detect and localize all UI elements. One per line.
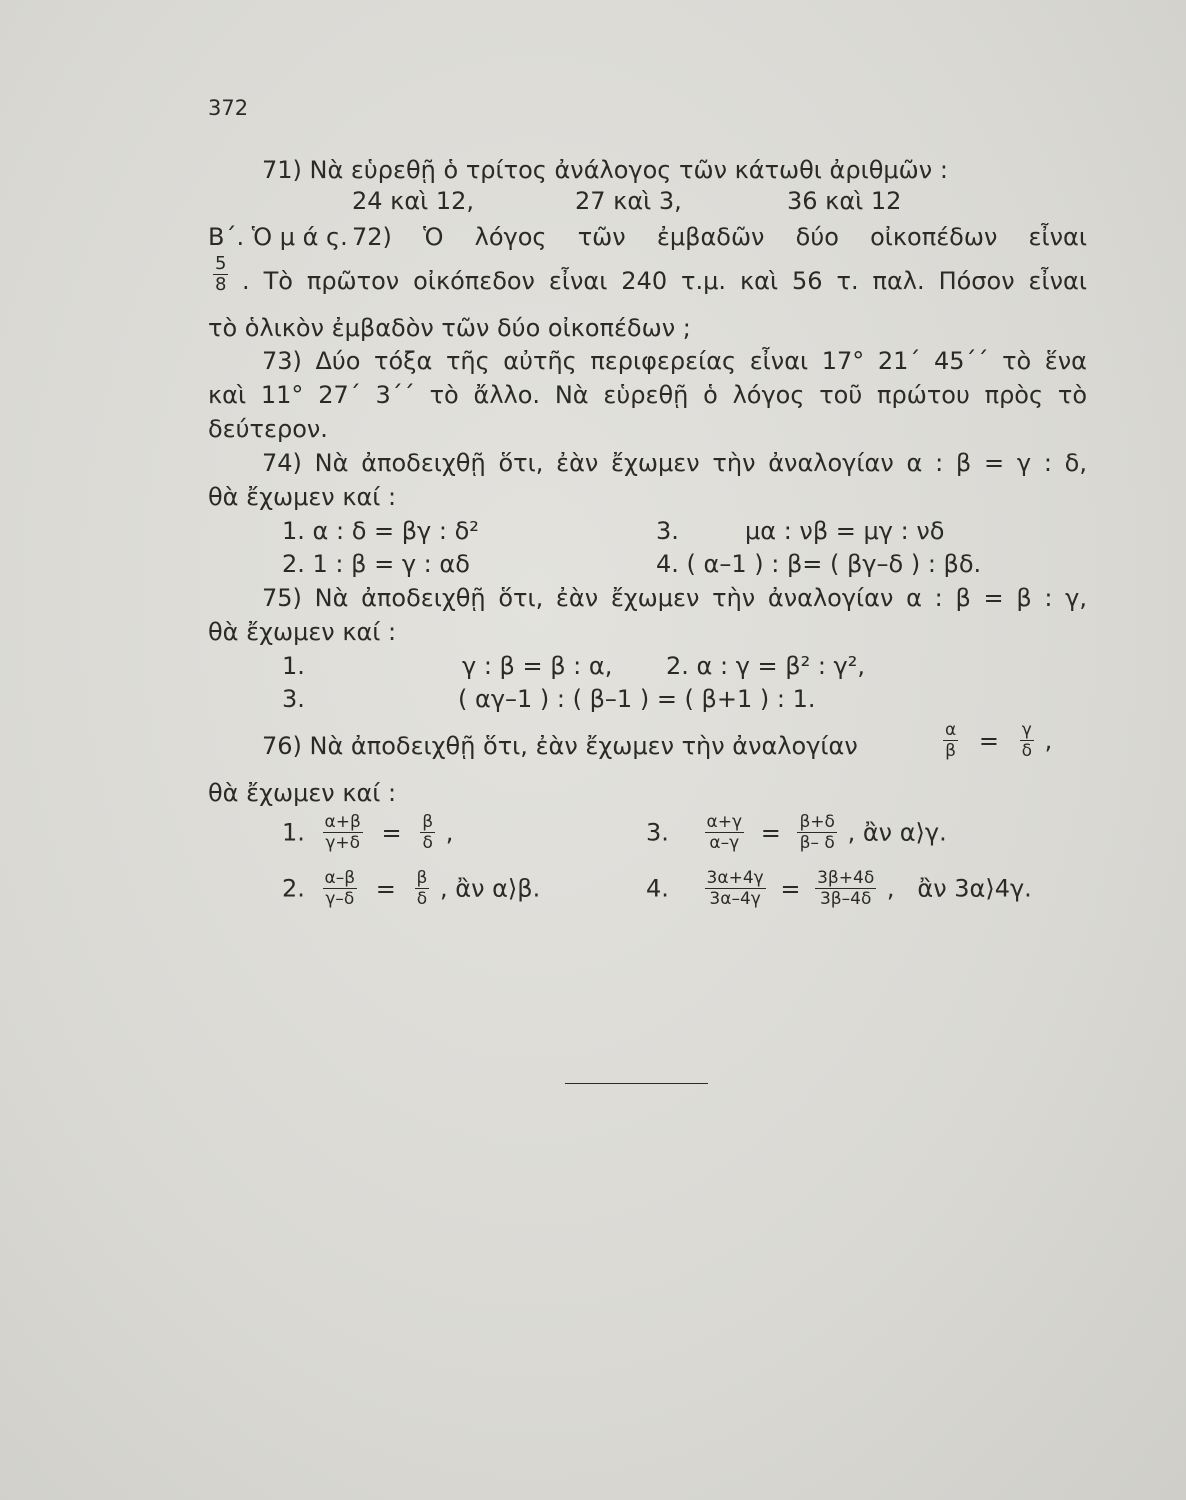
hyp-denominator-2: δ <box>1021 741 1033 761</box>
item-1-left-numerator: α+β <box>324 812 361 832</box>
item-3-right-denominator: β– δ <box>799 833 835 853</box>
exercise-74-item-1: 1. α : δ = βγ : δ² <box>282 517 479 545</box>
item-1-equals: = <box>381 818 402 847</box>
exercise-75-item-1: γ : β = β : α, <box>462 652 613 680</box>
item-4-right-numerator: 3β+4δ <box>817 868 875 888</box>
exercise-74-item-3: μα : νβ = μγ : νδ <box>745 517 945 545</box>
exercise-74-line-2: θὰ ἔχωμεν καί : <box>208 483 397 511</box>
exercise-76-item-4 <box>646 868 1032 909</box>
exercise-75-item-1-number: 1. <box>282 652 305 680</box>
hyp-equals: = <box>978 726 999 755</box>
item-3-right-numerator: β+δ <box>799 812 835 832</box>
exercise-76-line-1: 76) Νὰ ἀποδειχθῇ ὅτι, ἐὰν ἔχωμεν τὴν ἀναλογίαν <box>262 732 858 760</box>
exercise-75-line-1: 75) Νὰ ἀποδειχθῇ ὅτι, ἐὰν ἔχωμεν τὴν ἀναλογίαν α : β = β : γ, <box>262 584 1087 612</box>
exercise-71-heading: 71) Νὰ εὑρεθῇ ὁ τρίτος ἀνάλογος τῶν κάτωθι ἀριθμῶν : <box>262 156 948 184</box>
item-4-equals: = <box>780 874 801 903</box>
fraction-denominator: 8 <box>215 274 227 295</box>
item-2-left-denominator: γ–δ <box>325 889 355 909</box>
fraction-numerator: 5 <box>215 253 227 274</box>
item-1-tail: , <box>445 818 454 847</box>
exercise-74-item-2: 2. 1 : β = γ : αδ <box>282 550 470 578</box>
exercise-76-line-2: θὰ ἔχωμεν καί : <box>208 779 397 807</box>
exercise-73-line-2: καὶ 11° 27΄ 3΄΄ τὸ ἄλλο. Νὰ εὑρεθῇ ὁ λόγος τοῦ πρώτου πρὸς τὸ <box>208 381 1087 409</box>
item-2-equals: = <box>375 874 396 903</box>
exercise-71-pair-1: 24 καὶ 12, <box>352 187 475 215</box>
exercise-76-item-1 <box>282 812 453 853</box>
hyp-comma: , <box>1044 726 1053 755</box>
item-3-left-denominator: α–γ <box>709 833 740 853</box>
item-2-tail: , ἂν α⟩β. <box>440 874 541 903</box>
page-number: 372 <box>208 96 249 120</box>
item-4-left-numerator: 3α+4γ <box>706 868 764 888</box>
exercise-75-line-2: θὰ ἔχωμεν καί : <box>208 618 397 646</box>
exercise-71-pair-2: 27 καὶ 3, <box>575 187 682 215</box>
item-1-left-denominator: γ+δ <box>325 833 361 853</box>
exercise-72-fraction <box>210 254 231 295</box>
item-4-right-denominator: 3β–4δ <box>819 889 872 909</box>
exercise-72-line-1: 72) Ὁ λόγος τῶν ἐμβαδῶν δύο οἰκοπέδων εἶναι <box>352 223 1087 251</box>
hyp-numerator-1: α <box>945 720 957 740</box>
exercise-75-item-3: ( αγ–1 ) : ( β–1 ) = ( β+1 ) : 1. <box>458 685 816 713</box>
exercise-75-item-2: 2. α : γ = β² : γ², <box>666 652 865 680</box>
item-1-right-numerator: β <box>422 812 434 832</box>
item-3-equals: = <box>760 818 781 847</box>
group-b-label: Β΄. Ὁ μ ά ς. <box>208 223 348 251</box>
item-2-right-numerator: β <box>416 868 428 888</box>
exercise-73-line-1: 73) Δύο τόξα τῆς αὐτῆς περιφερείας εἶναι 17° 21΄ 45΄΄ τὸ ἕνα <box>262 347 1087 375</box>
hyp-denominator-1: β <box>945 741 957 761</box>
hyp-numerator-2: γ <box>1020 720 1034 741</box>
end-rule <box>565 1083 708 1084</box>
exercise-74-item-4: 4. ( α–1 ) : β= ( βγ–δ ) : βδ. <box>656 550 982 578</box>
exercise-71-pair-3: 36 καὶ 12 <box>787 187 902 215</box>
item-3-tail: , ἂν α⟩γ. <box>847 818 947 847</box>
item-2-number: 2. <box>282 874 305 903</box>
exercise-72-line-3: τὸ ὁλικὸν ἐμβαδὸν τῶν δύο οἰκοπέδων ; <box>208 314 691 342</box>
exercise-75-item-3-number: 3. <box>282 685 305 713</box>
exercise-73-line-3: δεύτερον. <box>208 415 328 443</box>
exercise-76-hypothesis <box>940 720 1052 761</box>
item-3-left-numerator: α+γ <box>706 812 743 832</box>
item-2-left-numerator: α–β <box>324 868 356 888</box>
exercise-76-item-2 <box>282 868 540 909</box>
item-3-number: 3. <box>646 818 669 847</box>
item-1-number: 1. <box>282 818 305 847</box>
exercise-74-item-3-number: 3. <box>656 517 679 545</box>
item-4-left-denominator: 3α–4γ <box>709 889 761 909</box>
exercise-72-line-2: . Τὸ πρῶτον οἰκόπεδον εἶναι 240 τ.μ. καὶ 56 τ. παλ. Πόσον εἶναι <box>242 267 1087 295</box>
item-4-tail: , ἂν 3α⟩4γ. <box>886 874 1032 903</box>
exercise-74-line-1: 74) Νὰ ἀποδειχθῇ ὅτι, ἐὰν ἔχωμεν τὴν ἀναλογίαν α : β = γ : δ, <box>262 449 1087 477</box>
item-4-number: 4. <box>646 874 669 903</box>
exercise-76-item-3 <box>646 812 947 853</box>
item-1-right-denominator: δ <box>422 833 433 853</box>
item-2-right-denominator: δ <box>416 889 428 909</box>
